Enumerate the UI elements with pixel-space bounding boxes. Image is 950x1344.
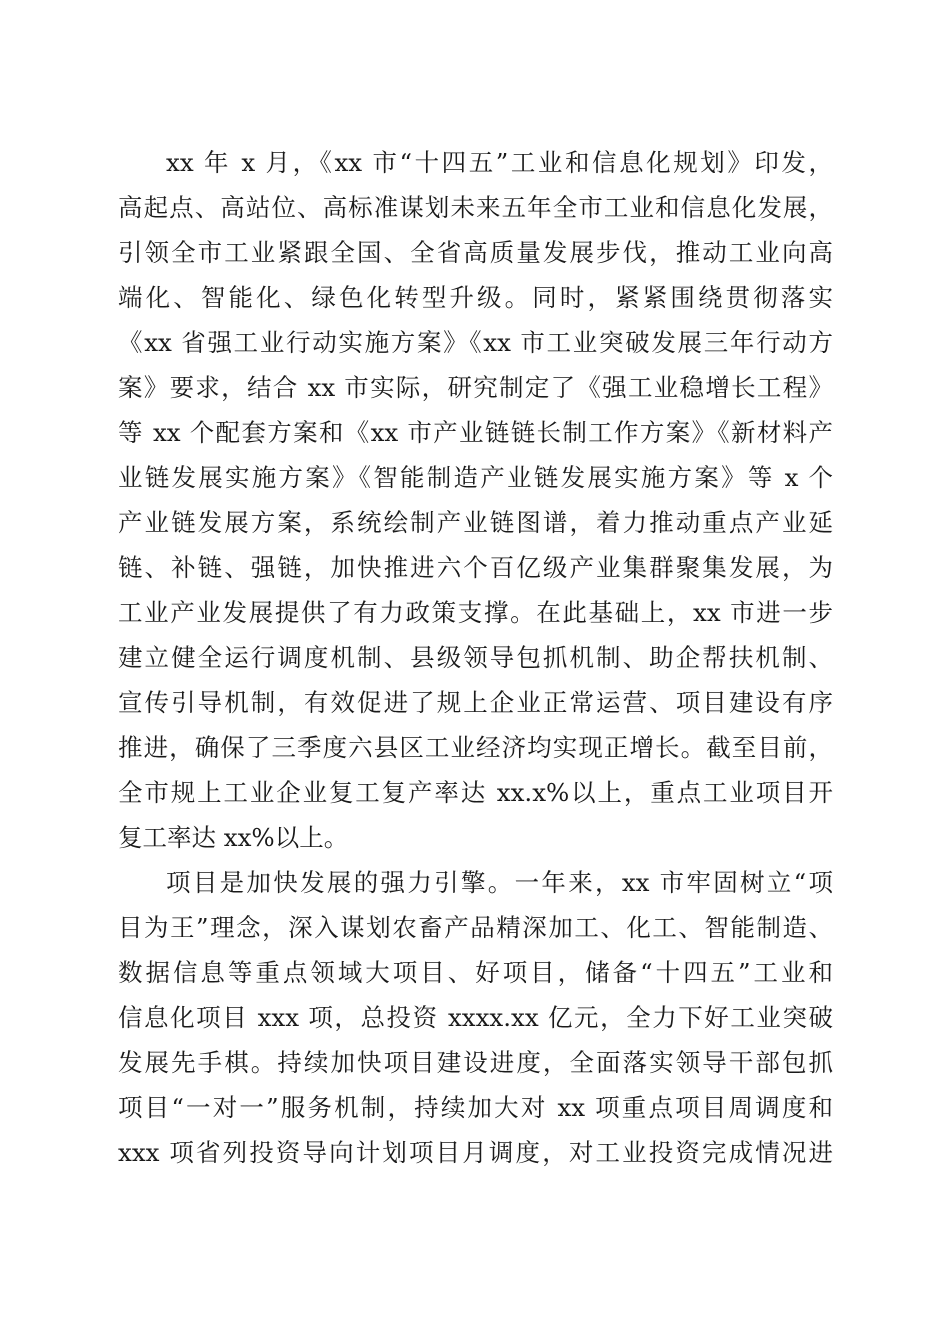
- paragraph-1-line-2: 高起点、高站位、高标准谋划未来五年全市工业和信息化发展，: [118, 193, 833, 222]
- paragraph-1-line-13: 宣传引导机制，有效促进了规上企业正常运营、项目建设有序: [118, 688, 833, 717]
- paragraph-2-line-3: 数据信息等重点领域大项目、好项目，储备“十四五”工业和: [118, 958, 833, 987]
- paragraph-1-line-15: 全市规上工业企业复工复产率达 xx.x%以上，重点工业项目开: [118, 778, 833, 807]
- paragraph-1-line-12: 建立健全运行调度机制、县级领导包抓机制、助企帮扶机制、: [118, 643, 833, 672]
- paragraph-1-line-3: 引领全市工业紧跟全国、全省高质量发展步伐，推动工业向高: [118, 238, 833, 267]
- paragraph-1-line-10: 链、补链、强链，加快推进六个百亿级产业集群聚集发展，为: [118, 553, 833, 582]
- paragraph-1-line-9: 产业链发展方案，系统绘制产业链图谱，着力推动重点产业延: [118, 508, 833, 537]
- paragraph-2-line-2: 目为王”理念，深入谋划农畜产品精深加工、化工、智能制造、: [118, 913, 833, 942]
- paragraph-2-line-5: 发展先手棋。持续加快项目建设进度，全面落实领导干部包抓: [118, 1048, 833, 1077]
- paragraph-1-line-4: 端化、智能化、绿色化转型升级。同时，紧紧围绕贯彻落实: [118, 283, 833, 312]
- paragraph-1-line-7: 等 xx 个配套方案和《xx 市产业链链长制工作方案》《新材料产: [118, 418, 833, 447]
- paragraph-1-line-8: 业链发展实施方案》《智能制造产业链发展实施方案》等 x 个: [118, 463, 833, 492]
- paragraph-1-line-6: 案》要求，结合 xx 市实际，研究制定了《强工业稳增长工程》: [118, 373, 833, 402]
- paragraph-1-line-11: 工业产业发展提供了有力政策支撑。在此基础上，xx 市进一步: [118, 598, 833, 627]
- paragraph-1-line-1: xx 年 x 月，《xx 市“十四五”工业和信息化规划》印发，: [166, 148, 833, 177]
- paragraph-1-line-14: 推进，确保了三季度六县区工业经济均实现正增长。截至目前，: [118, 733, 833, 762]
- paragraph-2-line-1: 项目是加快发展的强力引擎。一年来，xx 市牢固树立“项: [166, 868, 833, 897]
- paragraph-2-line-7: xxx 项省列投资导向计划项目月调度，对工业投资完成情况进: [118, 1138, 833, 1167]
- paragraph-1-line-5: 《xx 省强工业行动实施方案》《xx 市工业突破发展三年行动方: [118, 328, 833, 357]
- paragraph-2-line-6: 项目“一对一”服务机制，持续加大对 xx 项重点项目周调度和: [118, 1093, 833, 1122]
- paragraph-1-line-16: 复工率达 xx%以上。: [118, 823, 349, 852]
- paragraph-2-line-4: 信息化项目 xxx 项，总投资 xxxx.xx 亿元，全力下好工业突破: [118, 1003, 833, 1032]
